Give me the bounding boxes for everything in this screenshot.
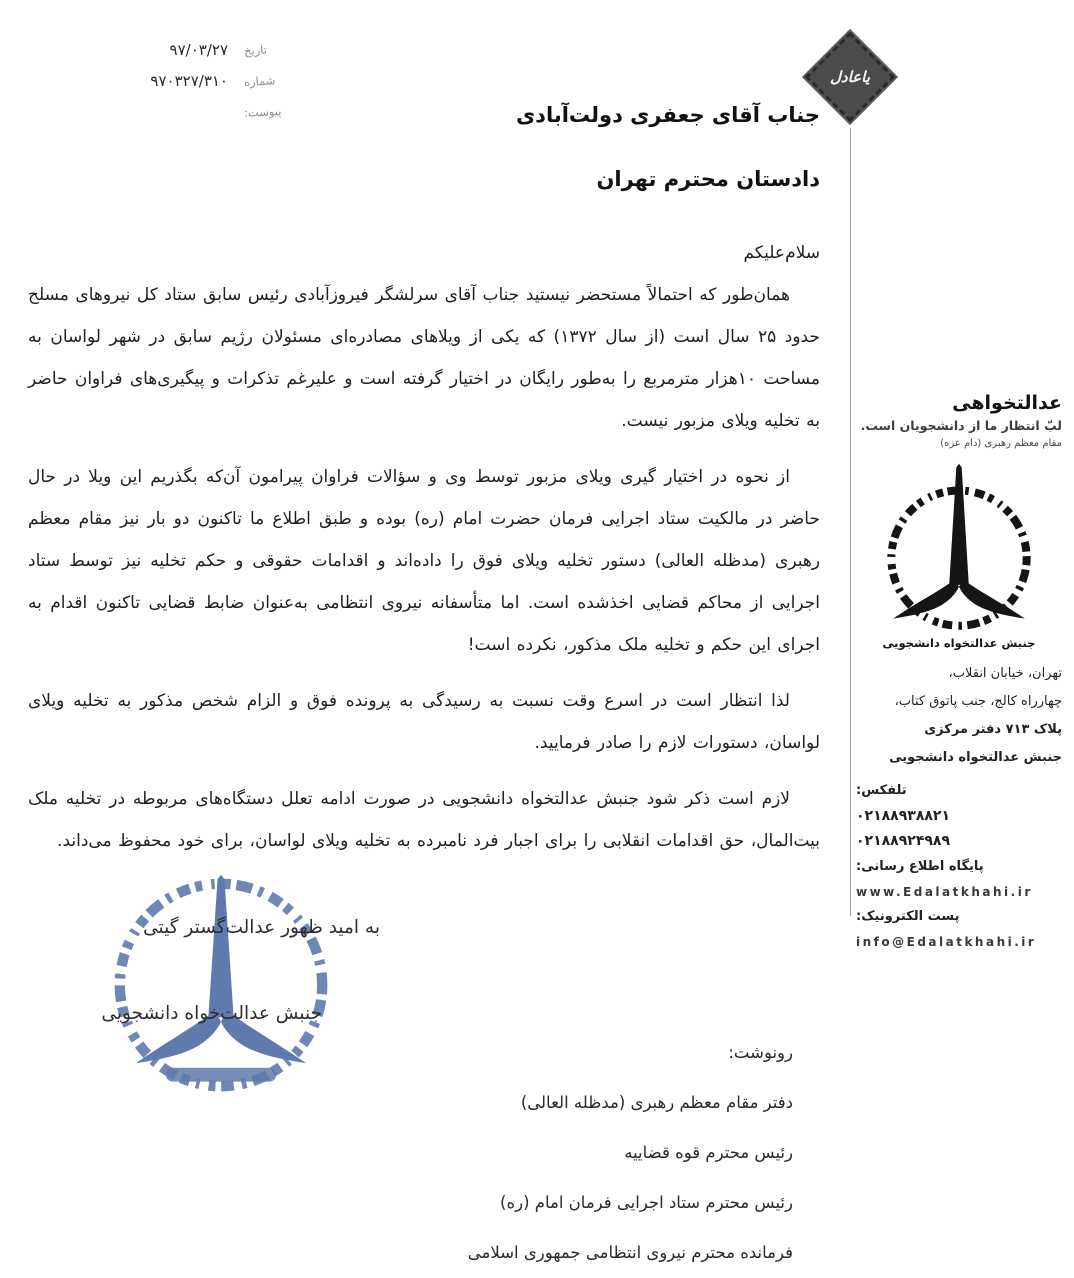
meta-date-row [28, 34, 294, 65]
cc-label: رونوشت: [728, 1043, 793, 1062]
cc-item-1: دفتر مقام معظم رهبری (مدظله العالی) [520, 1093, 793, 1112]
salutation: سلام‌علیکم [743, 243, 820, 263]
signature-line-2: جنبش عدالت‌خواه دانشجویی [101, 1003, 322, 1024]
meta-number-row [28, 65, 294, 96]
attachment-label: پیوست: [243, 103, 282, 120]
recipient-title: دادستان محترم تهران [596, 167, 820, 191]
signature-line-1: به امید ظهور عدالت‌گستر گیتی [143, 917, 380, 938]
movement-logo-black-icon [870, 462, 1048, 640]
sidebar-logo-caption: جنبش عدالتخواه دانشجویی [882, 636, 1036, 650]
letterhead-sidebar [856, 390, 1062, 954]
cc-item-2: رئیس محترم قوه قضاییه [624, 1143, 793, 1162]
address-line-3: پلاک ۷۱۳ دفتر مرکزی [924, 722, 1062, 737]
signature-block [28, 872, 380, 1112]
sidebar-address [856, 660, 1062, 772]
sidebar-title: عدالتخواهی [952, 392, 1062, 414]
sidebar-quote: لبّ انتظار ما از دانشجویان است. [860, 418, 1062, 433]
cc-item-4: فرمانده محترم نیروی انتظامی جمهوری اسلامی [467, 1243, 793, 1262]
address-line-1: تهران، خیابان انقلاب، [948, 666, 1062, 681]
ya-adel-stamp-text: یاعادل [830, 68, 870, 86]
number-label: شماره [243, 72, 276, 89]
date-label: تاریخ [243, 42, 268, 58]
vertical-divider [850, 128, 851, 916]
phone-number-1: ۰۲۱۸۸۹۳۸۸۲۱ [856, 808, 950, 824]
email-label: پست الکترونیک: [856, 909, 960, 924]
sidebar-quote-attribution: مقام معظم رهبری (دام عزه) [940, 438, 1062, 449]
cc-block [468, 1028, 793, 1278]
email-address: info@Edalatkhahi.ir [856, 935, 1037, 949]
paragraph-4: لازم است ذکر شود جنبش عدالتخواه دانشجویی در صورت ادامه تعلل دستگاه‌های مربوطه در تخلیه ملک بیت‌المال، حق اقدامات انقلابی را برای اجبار فرد نامبرده به تخلیه ویلای لواسان، برای خود محفوظ می‌داند. [28, 789, 820, 851]
address-line-2: چهارراه کالج، جنب پاتوق کتاب، [894, 694, 1062, 709]
paragraph-2: از نحوه در اختیار گیری ویلای مزبور توسط وی و سؤالات فراوان پیرامون آن‌که بگذریم این ویلا در حال حاضر در مالکیت ستاد اجرایی فرمان حضرت امام (ره) بوده و طبق اطلاع ما تاکنون دو بار نیز مقام معظم رهبری (مدظله العالی) دستور تخلیه ویلای فوق را داده‌اند و اقدامات حقوقی و حکم تخلیه نیز توسط ستاد اجرایی از محاکم قضایی اخذشده است. اما متأسفانه نیروی انتظامی به‌عنوان ضابط قضایی تاکنون اقدام به اجرای این حکم و تخلیه ملک مذکور، نکرده است! [28, 467, 820, 655]
date-value: ۹۷/۰۳/۲۷ [169, 40, 228, 59]
paragraph-3: لذا انتظار است در اسرع وقت نسبت به رسیدگی به پرونده فوق و الزام شخص مذکور به تخلیه ویلای لواسان، دستورات لازم را صادر فرمایید. [28, 691, 820, 753]
paragraph-1: همان‌طور که احتمالاً مستحضر نیستید جناب آقای سرلشگر فیروزآبادی رئیس سابق ستاد کل نیروهای مسلح حدود ۲۵ سال است (از سال ۱۳۷۲) که یکی از ویلاهای مصادره‌ای مسئولان رژیم سابق در شهر لواسان به مساحت ۱۰هزار مترمربع را به‌طور رایگان در اختیار گرفته است و علیرغم تذکرات و پیگیری‌های فراوان حاضر به تخلیه ویلای مزبور نیست. [28, 285, 820, 431]
letter-body [28, 100, 820, 876]
recipient-name: جناب آقای جعفری دولت‌آبادی [515, 103, 820, 127]
number-value: ۹۷۰۳۲۷/۳۱۰ [150, 71, 228, 90]
sidebar-contact [856, 778, 1062, 954]
website-url: www.Edalatkhahi.ir [856, 885, 1033, 899]
phone-number-2: ۰۲۱۸۸۹۲۴۹۸۹ [856, 833, 950, 849]
cc-item-3: رئیس محترم ستاد اجرایی فرمان امام (ره) [500, 1193, 793, 1212]
address-line-4: جنبش عدالتخواه دانشجویی [889, 750, 1062, 765]
website-label: پایگاه اطلاع رسانی: [856, 859, 984, 874]
telfax-label: تلفکس: [856, 783, 907, 798]
